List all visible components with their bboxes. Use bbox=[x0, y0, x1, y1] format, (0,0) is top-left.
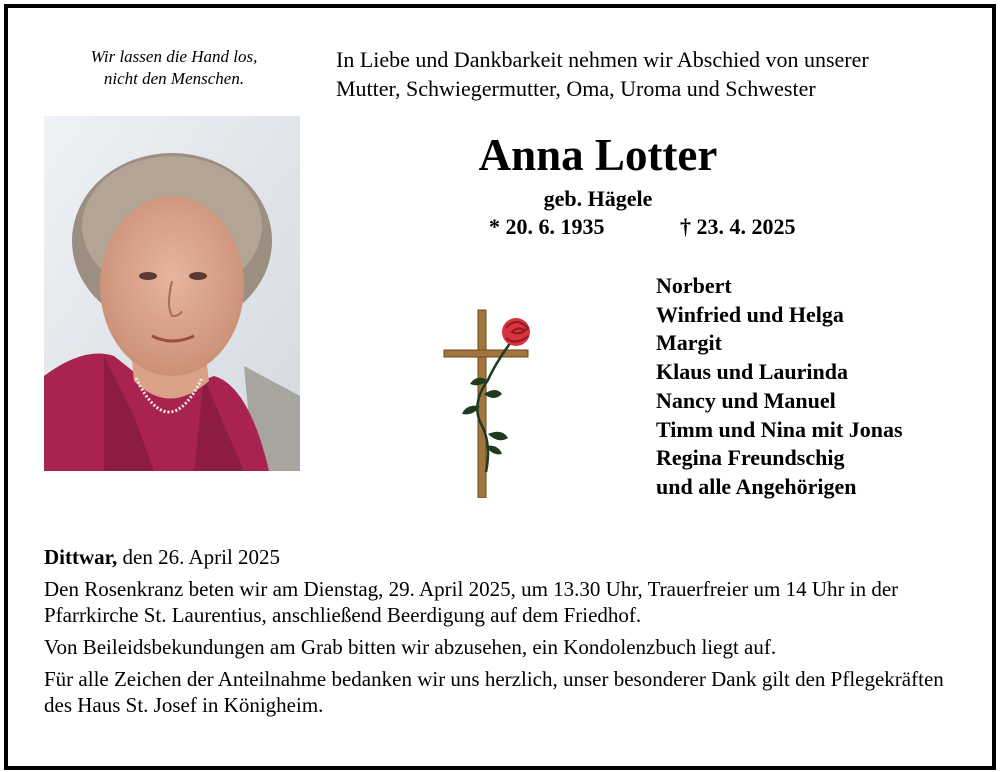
mourner-item: Nancy und Manuel bbox=[656, 387, 836, 413]
place-date-line bbox=[44, 544, 974, 570]
mourner-item: Margit bbox=[656, 330, 722, 356]
portrait-photo bbox=[44, 116, 300, 471]
death-date: † 23. 4. 2025 bbox=[680, 214, 796, 239]
portrait-illustration bbox=[44, 116, 300, 471]
rosary-text: Den Rosenkranz beten wir am Dienstag, 29. April 2025, um 13.30 Uhr, Trauerfreier um 14 Uhr in der Pfarrkirche St. Laurentius, anschließend Beerdigung auf dem Friedhof. bbox=[44, 577, 899, 627]
condolences-text: Von Beileidsbekundungen am Grab bitten wir abzusehen, ein Kondolenzbuch liegt auf. bbox=[44, 635, 777, 659]
mourner-item: Klaus und Laurinda bbox=[656, 359, 848, 385]
motto-line-1: Wir lassen die Hand los, bbox=[90, 47, 258, 66]
place: Dittwar, bbox=[44, 545, 118, 569]
mourner-item: Winfried und Helga bbox=[656, 301, 844, 327]
mourner-item: Regina Freundschig bbox=[656, 445, 845, 471]
service-details bbox=[44, 544, 974, 724]
date: den 26. April 2025 bbox=[117, 545, 281, 569]
maiden-name: geb. Hägele bbox=[543, 186, 653, 211]
motto-line-2: nicht den Menschen. bbox=[103, 69, 245, 88]
motto bbox=[44, 46, 304, 90]
intro-line-2: Mutter, Schwiegermutter, Oma, Uroma und Schwester bbox=[336, 76, 816, 101]
mourners-list bbox=[656, 272, 903, 502]
birth-date: * 20. 6. 1935 bbox=[489, 214, 605, 239]
cross-with-rose-icon bbox=[436, 302, 536, 498]
mourner-item: und alle Angehörigen bbox=[656, 473, 857, 499]
intro-line-1: In Liebe und Dankbarkeit nehmen wir Abschied von unserer bbox=[336, 47, 869, 72]
obituary-frame bbox=[4, 4, 996, 770]
thanks-text: Für alle Zeichen der Anteilnahme bedanken wir uns herzlich, unser besonderer Dank gilt den Pflegekräften des Haus St. Josef in Königheim. bbox=[44, 667, 944, 717]
intro-text bbox=[336, 45, 986, 103]
mourner-item: Norbert bbox=[656, 273, 732, 298]
deceased-name: Anna Lotter bbox=[478, 130, 718, 180]
mourner-item: Timm und Nina mit Jonas bbox=[656, 416, 903, 442]
